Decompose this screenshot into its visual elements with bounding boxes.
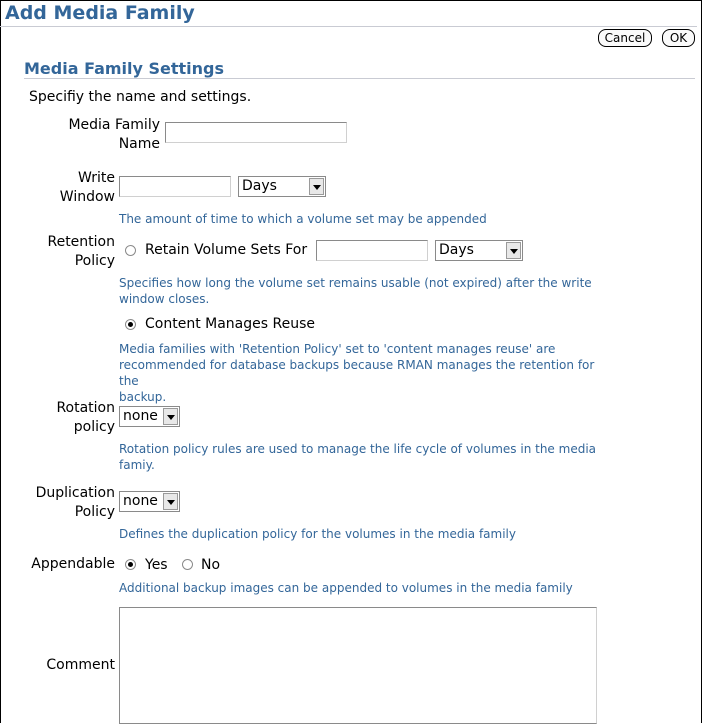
title-divider bbox=[0, 26, 697, 27]
comment-textarea[interactable] bbox=[119, 607, 597, 724]
media-family-name-input[interactable] bbox=[165, 122, 347, 143]
appendable-no-radio[interactable] bbox=[182, 559, 193, 570]
retention-label-line1: Retention bbox=[47, 234, 115, 250]
retain-help bbox=[119, 275, 599, 307]
chevron-down-icon bbox=[506, 242, 521, 259]
chevron-down-icon bbox=[309, 178, 324, 195]
retain-volume-sets-label: Retain Volume Sets For bbox=[145, 242, 308, 258]
content-reuse-help bbox=[119, 341, 609, 405]
duplication-label-line2: Policy bbox=[74, 504, 115, 520]
appendable-help: Additional backup images can be appended to volumes in the media family bbox=[119, 581, 573, 595]
write-window-label-line2: Window bbox=[59, 189, 115, 205]
appendable-yes-radio[interactable] bbox=[125, 559, 136, 570]
page-title: Add Media Family bbox=[5, 2, 195, 24]
retention-label-line2: Policy bbox=[74, 253, 115, 269]
write-window-help: The amount of time to which a volume set may be appended bbox=[119, 212, 487, 226]
ok-button[interactable]: OK bbox=[662, 29, 695, 47]
chevron-down-icon bbox=[163, 408, 178, 425]
rotation-help bbox=[119, 441, 599, 473]
rotation-help-line2: famiy. bbox=[119, 458, 155, 472]
section-title: Media Family Settings bbox=[24, 59, 225, 78]
content-help-line3: backup. bbox=[119, 390, 167, 404]
content-manages-reuse-radio[interactable] bbox=[125, 319, 136, 330]
comment-label: Comment bbox=[46, 657, 115, 673]
content-manages-reuse-label: Content Manages Reuse bbox=[145, 316, 315, 332]
section-divider bbox=[24, 78, 695, 79]
name-label bbox=[40, 116, 160, 154]
rotation-policy-value: none bbox=[123, 408, 158, 424]
rotation-help-line1: Rotation policy rules are used to manage the life cycle of volumes in the media bbox=[119, 442, 596, 456]
rotation-policy-label bbox=[20, 399, 115, 437]
cancel-button[interactable]: Cancel bbox=[598, 29, 652, 47]
rotation-label-line1: Rotation bbox=[56, 400, 115, 416]
appendable-yes-label: Yes bbox=[145, 557, 168, 573]
content-help-line1: Media families with 'Retention Policy' set to 'content manages reuse' are bbox=[119, 342, 556, 356]
write-window-unit-value: Days bbox=[242, 178, 277, 194]
section-intro: Specifiy the name and settings. bbox=[29, 89, 252, 105]
appendable-label: Appendable bbox=[31, 556, 115, 572]
write-window-label-line1: Write bbox=[78, 170, 115, 186]
name-label-line2: Name bbox=[118, 136, 160, 152]
write-window-unit-select[interactable] bbox=[238, 176, 326, 197]
retain-help-line2: window closes. bbox=[119, 292, 210, 306]
retain-volume-sets-radio[interactable] bbox=[125, 245, 136, 256]
retain-help-line1: Specifies how long the volume set remains usable (not expired) after the write bbox=[119, 276, 592, 290]
chevron-down-icon bbox=[163, 493, 178, 510]
retention-policy-label bbox=[20, 233, 115, 271]
rotation-policy-select[interactable] bbox=[119, 406, 180, 427]
content-help-line2: recommended for database backups because RMAN manages the retention for the bbox=[119, 358, 595, 388]
rotation-label-line2: policy bbox=[73, 419, 115, 435]
duplication-help: Defines the duplication policy for the volumes in the media family bbox=[119, 527, 516, 541]
retain-unit-value: Days bbox=[439, 242, 474, 258]
duplication-policy-value: none bbox=[123, 493, 158, 509]
write-window-label bbox=[20, 169, 115, 207]
duplication-policy-label bbox=[10, 484, 115, 522]
retain-period-input[interactable] bbox=[316, 240, 428, 261]
duplication-policy-select[interactable] bbox=[119, 491, 180, 512]
name-label-line1: Media Family bbox=[68, 117, 160, 133]
duplication-label-line1: Duplication bbox=[35, 485, 115, 501]
appendable-no-label: No bbox=[201, 557, 221, 573]
write-window-input[interactable] bbox=[119, 176, 231, 197]
retain-unit-select[interactable] bbox=[435, 240, 523, 261]
